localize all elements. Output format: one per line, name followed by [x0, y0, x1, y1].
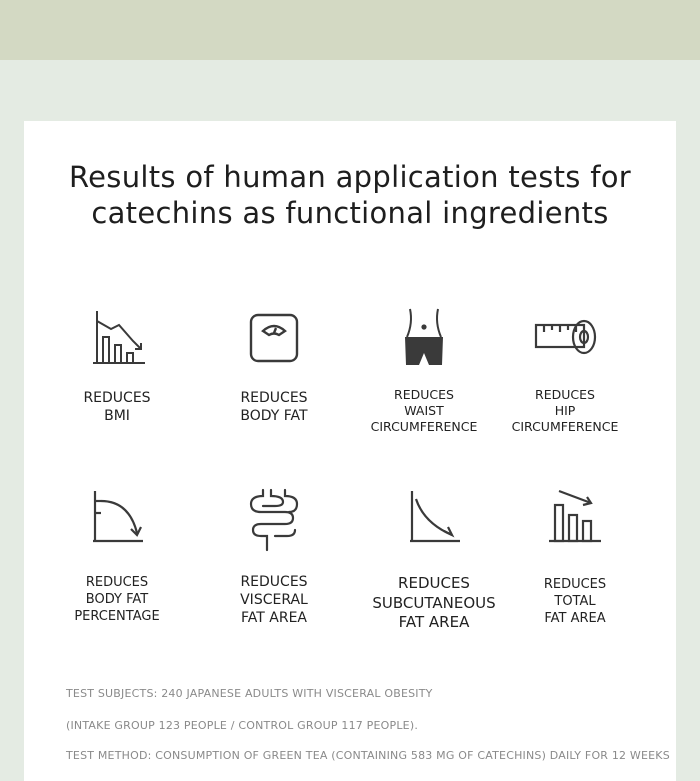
- benefit-reduces-bmi: [42, 307, 192, 367]
- benefit-label-line: REDUCES: [398, 574, 470, 592]
- benefit-label-line: CIRCUMFERENCE: [370, 419, 478, 434]
- benefit-reduces-total-fat: [500, 487, 650, 545]
- benefit-label-line: REDUCES: [240, 390, 308, 406]
- benefit-label-line: REDUCES: [83, 390, 151, 406]
- benefit-label-line: REDUCES: [240, 574, 308, 590]
- benefit-label-line: PERCENTAGE: [74, 609, 160, 624]
- descending-curve-graph-icon: [406, 489, 462, 545]
- benefit-label-total-fat: [500, 576, 650, 627]
- benefit-label-subcutaneous-fat: [359, 574, 509, 633]
- benefit-label-line: SUBCUTANEOUS: [372, 593, 496, 612]
- benefit-label-line: REDUCES: [394, 387, 454, 402]
- benefit-label-line: HIP: [554, 403, 576, 418]
- title-line-1: Results of human application tests for: [69, 160, 631, 194]
- page-title: [24, 159, 676, 231]
- body-weight-scale-icon: [248, 311, 300, 365]
- benefit-label-bmi: [42, 389, 192, 425]
- benefit-label-line: REDUCES: [85, 575, 149, 590]
- benefit-label-waist: [349, 387, 499, 435]
- title-line-2: catechins as functional ingredients: [91, 196, 609, 230]
- top-banner: [0, 0, 700, 60]
- infographic-card: [24, 121, 676, 781]
- benefit-label-line: FAT AREA: [241, 610, 307, 626]
- benefit-label-line: FAT AREA: [398, 613, 470, 631]
- benefit-reduces-subcutaneous-fat: [359, 489, 509, 545]
- benefit-label-line: BMI: [104, 408, 130, 424]
- benefit-label-line: WAIST: [404, 403, 444, 418]
- benefit-label-body-fat: [199, 389, 349, 425]
- test-subjects-note: TEST SUBJECTS: 240 JAPANESE ADULTS WITH VISCERAL OBESITY: [66, 687, 433, 700]
- benefit-reduces-waist: [349, 307, 499, 369]
- test-method-note: TEST METHOD: CONSUMPTION OF GREEN TEA (CONTAINING 583 MG OF CATECHINS) DAILY FOR 12 WEEKS: [66, 749, 670, 762]
- benefit-label-line: REDUCES: [535, 387, 595, 402]
- measuring-tape-icon: [532, 317, 598, 359]
- benefit-reduces-body-fat: [199, 311, 349, 365]
- test-groups-note: (INTAKE GROUP 123 PEOPLE / CONTROL GROUP 117 PEOPLE).: [66, 719, 419, 732]
- benefit-label-line: BODY FAT: [240, 408, 308, 424]
- benefit-label-line: BODY FAT: [85, 592, 149, 607]
- benefit-reduces-visceral-fat: [199, 488, 349, 552]
- waist-torso-icon: [401, 307, 447, 369]
- declining-bar-chart-icon: [85, 307, 149, 367]
- benefit-label-hip: [490, 387, 640, 435]
- benefit-reduces-hip: [490, 317, 640, 359]
- benefit-label-line: REDUCES: [543, 577, 607, 592]
- bar-chart-down-arrow-icon: [547, 487, 603, 545]
- benefit-reduces-body-fat-percentage: [42, 489, 192, 545]
- intestine-icon: [245, 488, 303, 552]
- benefit-label-line: TOTAL: [554, 594, 596, 609]
- benefit-label-line: CIRCUMFERENCE: [511, 419, 619, 434]
- benefit-label-visceral-fat: [199, 573, 349, 627]
- benefit-label-body-fat-percentage: [42, 574, 192, 625]
- benefit-label-line: VISCERAL: [240, 592, 308, 608]
- benefit-label-line: FAT AREA: [544, 611, 606, 626]
- declining-curve-chart-icon: [89, 489, 145, 545]
